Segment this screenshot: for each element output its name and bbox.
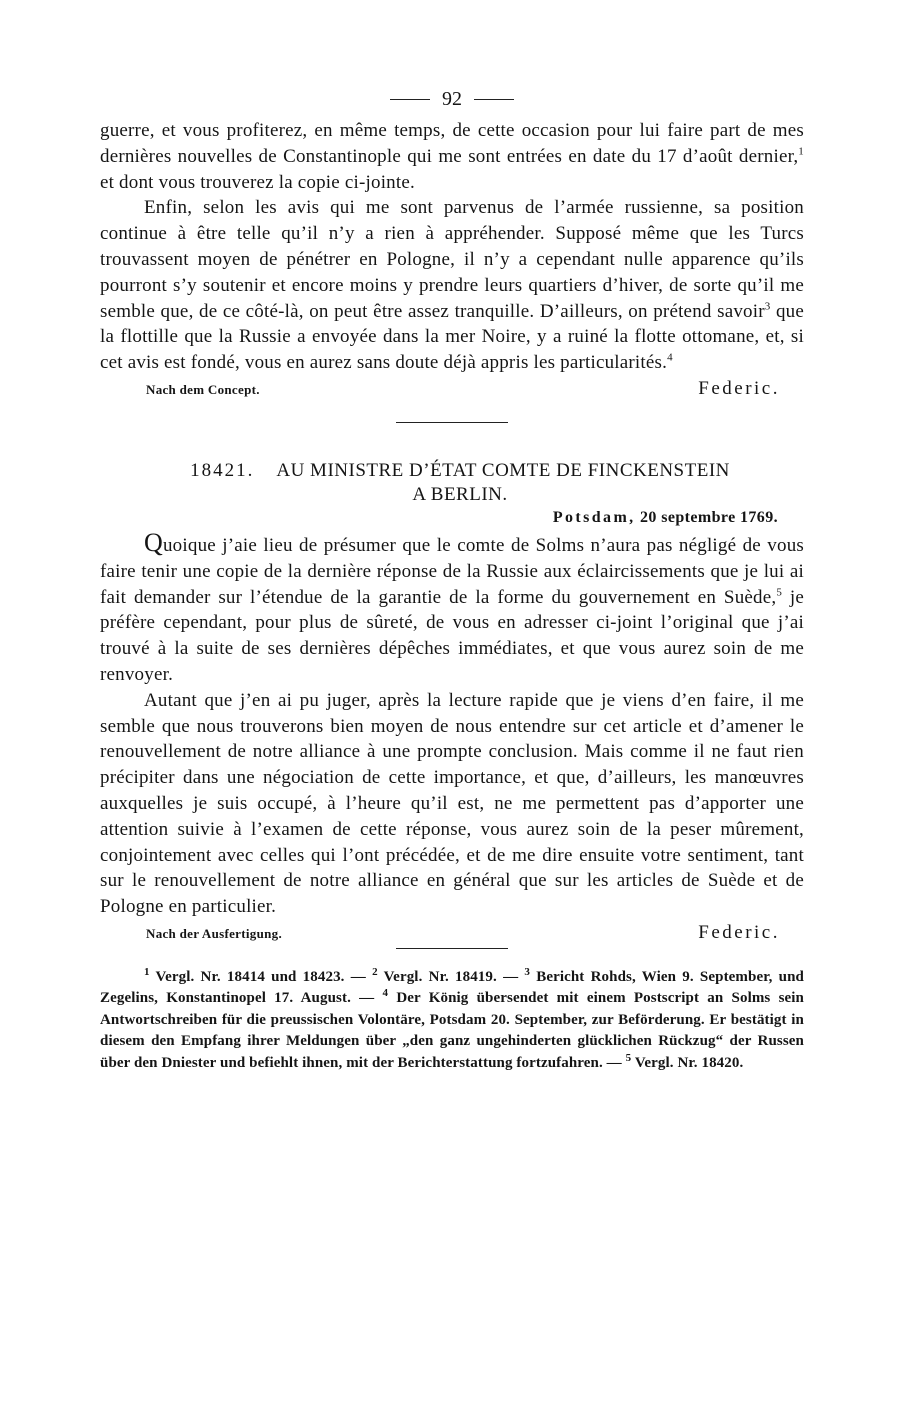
letter-number: 18421. [190, 459, 255, 481]
signature: Federic. [698, 921, 780, 943]
document-page [100, 84, 804, 1074]
footnote-number: 2 [372, 965, 378, 978]
footnote-text: Der König übersendet mit einem Postscript an Solms sein Antwortschreiben für die preussischen Volontäre, Potsdam 20. September, zur Beförderung. Er bestätigt in diesem den Empfang ihrer Meldungen über „den ganz ungehinderten glücklichen Rückzug“ der Russen über den Dniester und befiehlt ihnen, mit der Berichterstattung fortzufahren. — [100, 990, 804, 1071]
closing-row [100, 922, 804, 944]
page-number-dash-right [474, 99, 514, 100]
dateline-date: 20 septembre 1769. [635, 508, 778, 526]
paragraph-continuation [100, 118, 804, 195]
source-note: Nach der Ausfertigung. [146, 925, 283, 941]
footnote-block [100, 967, 804, 1075]
footnote-ref: 4 [667, 351, 673, 364]
paragraph-text: uoique j’aie lieu de présumer que le comte de Solms n’aura pas négligé de vous faire tenir une copie de la dernière réponse de la Russie aux éclaircissements que je lui ai fait demander sur l’étendue de la garantie de la forme du gouvernement en Suède, [100, 534, 804, 608]
footnote-ref: 1 [798, 145, 804, 158]
letter-heading-line1 [116, 459, 804, 483]
paragraph-text: Autant que j’en ai pu juger, après la lecture rapide que je viens d’en faire, il me semble que nous trouverons bien moyen de nous entendre sur cet article et d’amener le renouvellement de notre alliance à une prompte conclusion. Mais comme il ne faut rien précipiter dans une négociation de cette importance, et que, d’ailleurs, les manœuvres auxquelles je suis occupé, à l’heure qu’il est, ne me permettent pas d’apporter une attention suivie à l’examen de cette réponse, vous aurez soin de la peser mûrement, conjointement avec celles qui l’ont précédée, et de me dire ensuite votre sentiment, tant sur le renouvellement de notre alliance en général que sur les articles de Suède et de Pologne en particulier. [100, 689, 804, 918]
footnotes [100, 967, 804, 1075]
dateline [100, 509, 804, 527]
page-number-dash-left [390, 99, 430, 100]
footnote-number: 3 [524, 965, 530, 978]
paragraph-letter-opening [100, 527, 805, 688]
signature: Federic. [698, 377, 780, 399]
paragraph-army-news [100, 195, 804, 376]
footnote-text: Vergl. Nr. 18420. [631, 1054, 744, 1071]
closing-row [100, 378, 804, 400]
page-number [100, 84, 804, 114]
paragraph-text: Enfin, selon les avis qui me sont parvenus de l’armée russienne, sa position continue à être telle qu’il n’y a rien à appréhender. Supposé même que les Turcs trouvassent moyen de pénétrer en Pologne, il n’y a cependant nulle apparence qu’ils pourront s’y soutenir et encore moins y prendre leurs quartiers d’hiver, de sorte qu’il me semble que, de ce côté-là, on peut être assez tranquille. D’ailleurs, on prétend savoir [100, 197, 804, 322]
paragraph-text: et dont vous trouverez la copie ci-jointe. [100, 171, 415, 193]
letter-heading [116, 459, 804, 507]
paragraph-text: que la flottille que la Russie a envoyée dans la mer Noire, y a ruiné la flotte ottomane, et, si cet avis est fondé, vous en aurez sans doute déjà appris les particularités. [100, 300, 805, 374]
drop-cap: Q [144, 527, 163, 557]
footnote-number: 5 [625, 1051, 632, 1064]
paragraph-letter-body [100, 688, 804, 920]
page-number-text: 92 [442, 87, 462, 110]
footnote-text: Vergl. Nr. 18414 und 18423. — [149, 968, 373, 985]
paragraph-text: guerre, et vous profiterez, en même temps, de cette occasion pour lui faire part de mes dernières nouvelles de Constantinople qui me sont entrées en date du 17 d’août dernier, [100, 120, 804, 167]
footnote-text: Vergl. Nr. 18419. — [377, 968, 525, 985]
letter-recipient: AU MINISTRE D’ÉTAT COMTE DE FINCKENSTEIN [276, 459, 730, 481]
dateline-place: Potsdam, [552, 508, 636, 526]
footnote-text: Bericht Rohds, Wien 9. September, und Zegelins, Konstantinopel 17. August. — [100, 968, 804, 1007]
footnote-number: 4 [382, 987, 389, 1000]
source-note: Nach dem Concept. [146, 381, 260, 397]
paragraph-text: je préfère cependant, pour plus de sûreté, de vous en adresser ci-joint l’original que j’ai trouvé à la suite de ses dernières dépêches immédiates, et que vous aurez soin de me renvoyer. [100, 586, 805, 685]
footnote-divider [396, 948, 508, 949]
letter-heading-line2: A BERLIN. [412, 483, 508, 505]
section-divider [396, 422, 508, 423]
footnote-number: 1 [144, 965, 150, 978]
footnote-ref: 5 [776, 586, 783, 599]
footnote-ref: 3 [764, 300, 771, 313]
